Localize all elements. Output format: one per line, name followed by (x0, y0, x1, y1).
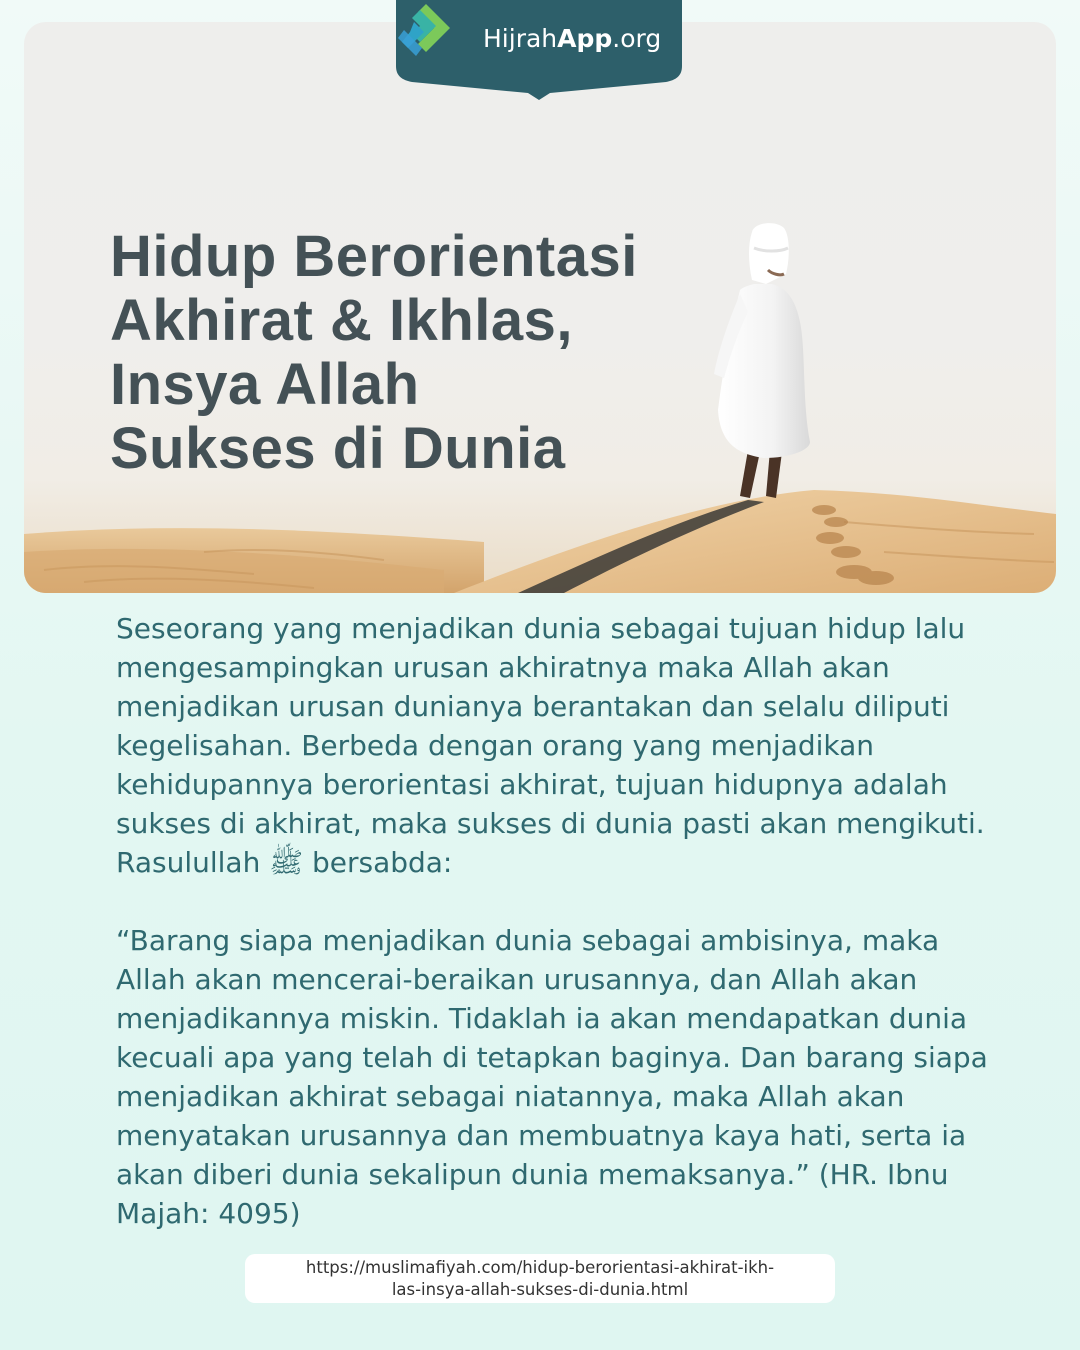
hero-banner (24, 22, 1056, 593)
brand-name-bold: App (557, 24, 613, 53)
page-title (110, 225, 638, 481)
title-line: Hidup Berorientasi (110, 224, 638, 289)
title-line: Akhirat & Ikhlas, (110, 288, 573, 353)
hijrahapp-logo-icon (396, 0, 454, 60)
brand-tab (396, 0, 682, 100)
brand-name-suffix: .org (612, 24, 662, 53)
article-intro: Seseorang yang menjadikan dunia sebagai tujuan hidup lalu mengesampingkan urusan akhiratnya maka Allah akan menjadikan urusan dunianya berantakan dan selalu diliputi kegelisahan. Berbeda dengan orang yang menjadikan kehidupannya berorientasi akhirat, tujuan hidupnya adalah sukses di akhirat, maka sukses di dunia pasti akan mengikuti. Rasulullah ﷺ bersabda: (116, 612, 985, 879)
brand-name-regular: Hijrah (483, 24, 558, 53)
brand-name[interactable] (483, 24, 661, 53)
article-body (116, 609, 996, 1233)
title-line: Sukses di Dunia (110, 416, 566, 481)
hadith-quote: “Barang siapa menjadikan dunia sebagai ambisinya, maka Allah akan mencerai-beraikan urusannya, dan Allah akan menjadikannya miskin. Tidaklah ia akan mendapatkan dunia kecuali apa yang telah di tetapkan baginya. Dan barang siapa menjadikan akhirat sebagai niatannya, maka Allah akan menyatakan urusannya dan membuatnya kaya hati, serta ia akan diberi dunia sekalipun dunia memaksanya.” (HR. Ibnu Majah: 4095) (116, 924, 988, 1230)
source-link-line: las-insya-allah-sukses-di-dunia.html (391, 1280, 689, 1299)
source-link-line: https://muslimafiyah.com/hidup-berorientasi-akhirat-ikh- (305, 1258, 775, 1277)
source-link[interactable] (245, 1254, 835, 1303)
title-line: Insya Allah (110, 352, 420, 417)
